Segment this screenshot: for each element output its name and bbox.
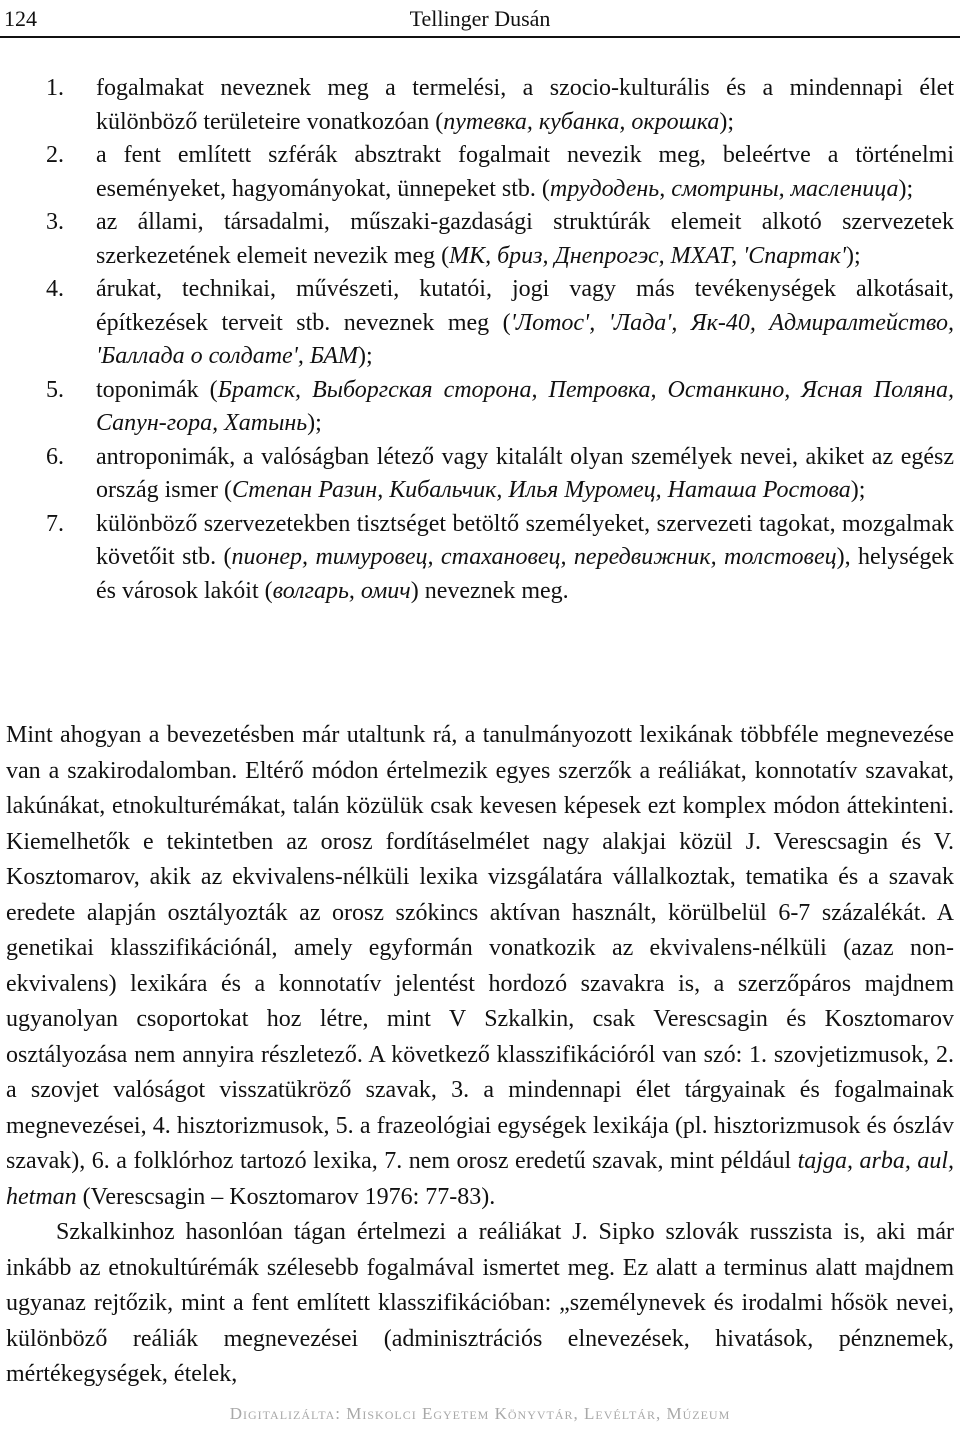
list-item (8, 72, 954, 139)
list-text (96, 511, 954, 604)
running-title: Tellinger Dusán (409, 6, 551, 31)
list-number: 5. (46, 376, 64, 403)
text-run: (Verescsagin – Kosztomarov 1976: 77-83). (76, 1183, 496, 1210)
page-number: 124 (4, 6, 37, 31)
body-paragraph (6, 718, 954, 1215)
text-run: ); (358, 343, 373, 369)
text-run: toponimák ( (96, 376, 218, 403)
list-number: 4. (46, 276, 64, 302)
text-run: ) neveznek meg. (410, 577, 569, 604)
list-number: 3. (46, 209, 64, 235)
list-item (8, 139, 954, 206)
list-item (8, 273, 954, 374)
text-run: az állami, társadalmi, műszaki-gazdasági struktúrák elemeit alkotó szervezetek szerkezetének elemeit nevezik meg ( (96, 209, 954, 269)
body-paragraph (6, 1215, 954, 1393)
header-rule (0, 36, 960, 38)
text-run: ); (898, 175, 914, 202)
text-run: különböző szervezetekben tisztséget betöltő személyeket, szervezeti tagokat, mozgalmak követőit stb. ( (96, 510, 954, 570)
text-run-italic: 'Лотос', 'Лада', Як-40, Адмиралтейство, 'Баллада о солдате', БАМ (96, 309, 955, 369)
numbered-list (8, 72, 954, 608)
list-text (96, 276, 954, 369)
list-text (96, 142, 954, 202)
text-run-italic: Степан Разин, Кибальчик, Илья Муромец, Наташа Ростова (231, 477, 851, 503)
text-run-italic: волгарь, омич (272, 577, 411, 604)
text-run: árukat, technikai, művészeti, kutatói, jogi vagy más tevékenységek alkotásait, építkezések terveit stb. neveznek meg ( (96, 276, 954, 336)
body-text (6, 718, 954, 1393)
list-item (8, 374, 954, 441)
text-run: ); (719, 108, 735, 135)
text-run-italic: пионер, тимуровец, стахановец, передвижник, толстовец (231, 544, 837, 570)
list-text (96, 377, 954, 437)
text-run: ); (850, 477, 866, 503)
text-run: antroponimák, a valóságban létező vagy kitalált olyan személyek nevei, akiket az egész ország ismer ( (96, 443, 954, 503)
list-text (96, 444, 954, 504)
text-run: ); (845, 242, 861, 269)
page-header (0, 4, 960, 40)
text-run-italic: tajga, arba, aul, hetman (6, 1148, 954, 1210)
list-text (96, 209, 954, 269)
text-run: Szkalkinhoz hasonlóan tágan értelmezi a reáliákat J. Sipko szlovák russzista is, aki már inkább az etnokultúrémák szélesebb fogalmával ismertet meg. Ez alatt a terminus alatt majdnem ugyanaz rejtőzik, mint a fent említett klasszifikációban: „személynevek és irodalmi hősök nevei, különböző reáliák megnevezései (adminisztrációs elnevezések, hivatások, pénznemek, mértékegységek, ételek, (6, 1219, 954, 1387)
text-run: Mint ahogyan a bevezetésben már utaltunk rá, a tanulmányozott lexikának többféle megnevezése van a szakirodalomban. Eltérő módon értelmezik egyes szerzők a reáliákat, konnotatív szavakat, lakúnákat, etnokulturémákat, talán közülük csak kevesen képesek ezt komplex módon áttekinteni. Kiemelhetők e tekintetben az orosz fordításelmélet nagy alakjai közül J. Verescsagin és V. Kosztomarov, akik az ekvivalens-nélküli lexika vizsgálatára vállalkoztak, tematika és a szavak eredete alapján osztályozták az orosz szókincs aktívan használt, körülbelül 6-7 százalékát. A genetikai klasszifikációnál, amely egyformán vonatkozik az ekvivalens-nélküli (azaz non-ekvivalens) lexikára és a konnotatív jelentést hordozó szavakra is, a szerzőpáros majdnem ugyanolyan csoportokat hoz létre, mint V Szkalkin, csak Verescsagin és Kosztomarov osztályozása nem annyira részletező. A következő klasszifikációról van szó: 1. szovjetizmusok, 2. a szovjet valóságot visszatükröző szavak, 3. a mindennapi élet tárgyainak és fogalmainak megnevezései, 4. hisztorizmusok, 5. a frazeológiai egységek lexikája (pl. hisztorizmusok és ószláv szavak), 6. a folklórhoz tartozó lexika, 7. nem orosz eredetű szavak, mint például (6, 722, 954, 1174)
list-item (8, 508, 954, 609)
list-number: 7. (46, 510, 64, 537)
list-item (8, 206, 954, 273)
list-text (96, 75, 954, 135)
text-run-italic: Братск, Выборгская сторона, Петровка, Останкино, Ясная Поляна, Сапун-гора, Хатынь (96, 376, 955, 436)
text-run: ), helységek és városok lakóit ( (96, 544, 954, 604)
digitization-watermark: Digitalizálta: Miskolci Egyetem Könyvtár, Levéltár, Múzeum (229, 1404, 731, 1423)
text-run: fogalmakat neveznek meg a termelési, a szocio-kulturális és a mindennapi élet különböző területeire vonatkozóan ( (96, 75, 954, 135)
text-run-italic: путевка, кубанка, окрошка (443, 108, 720, 135)
text-run: a fent említett szférák absztrakt fogalmait nevezik meg, beleértve a történelmi eseményeket, hagyományokat, ünnepeket stb. ( (96, 142, 954, 202)
text-run-italic: МК, бриз, Днепрогэс, МХАТ, 'Спартак' (449, 242, 846, 269)
list-number: 1. (46, 75, 64, 101)
list-item (8, 441, 954, 508)
text-run: ); (307, 410, 322, 436)
list-number: 6. (46, 443, 64, 470)
list-number: 2. (46, 142, 64, 168)
text-run-italic: трудодень, смотрины, масленица (549, 175, 899, 202)
